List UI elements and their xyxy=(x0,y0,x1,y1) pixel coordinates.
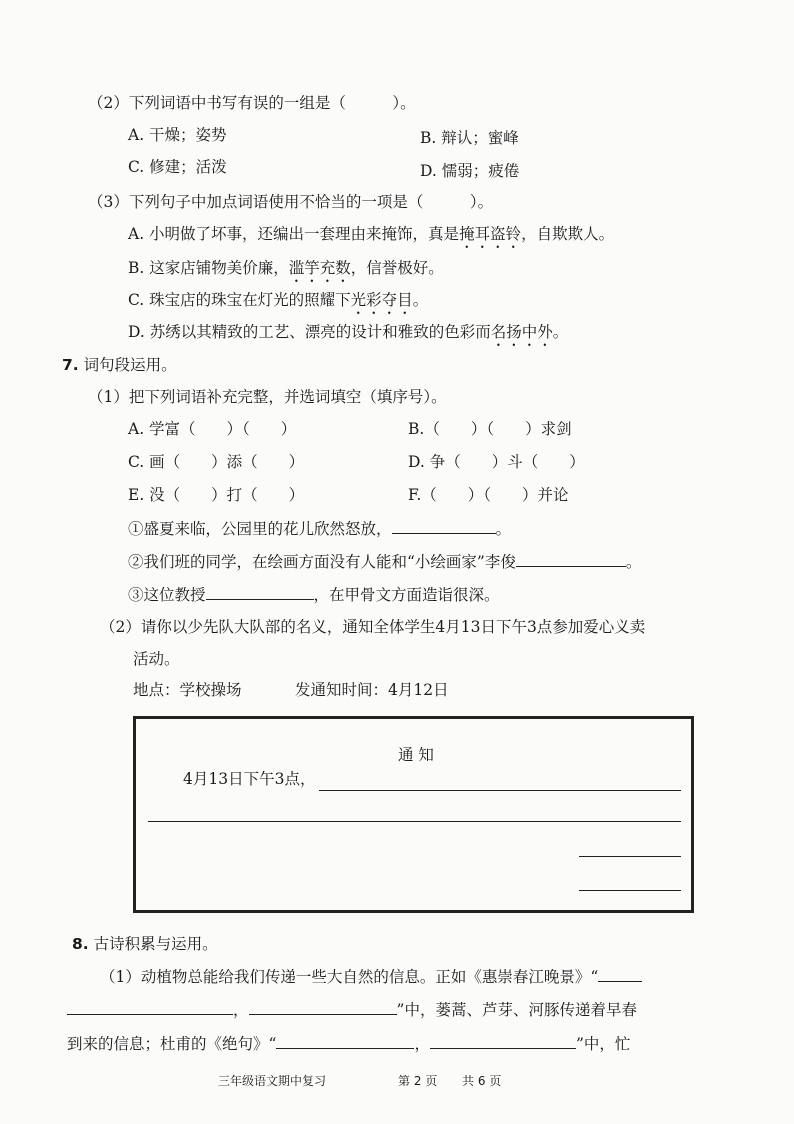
q6-part3-option-c: C. 珠宝店的珠宝在灯光的照耀下光彩夺目。 xyxy=(128,291,429,309)
notice-date-line[interactable] xyxy=(579,890,681,891)
word-e[interactable]: E. 没（ ）打（ ） xyxy=(128,486,305,504)
answer-blank[interactable] xyxy=(206,585,314,600)
dotted-word: 名扬中外 xyxy=(490,323,553,341)
word-c[interactable]: C. 画（ ）添（ ） xyxy=(128,453,305,471)
notice-signature-line[interactable] xyxy=(579,856,681,857)
notice-start: 4月13日下午3点， xyxy=(183,770,316,788)
q8-heading xyxy=(72,933,218,955)
word-d[interactable]: D. 争（ ）斗（ ） xyxy=(408,453,585,471)
q8-line2: ， ”中，蒌蒿、芦芽、河豚传递着早春 xyxy=(67,999,637,1021)
notice-write-line[interactable] xyxy=(319,790,681,791)
answer-blank[interactable] xyxy=(392,519,496,534)
dotted-word: 光彩夺目 xyxy=(350,291,413,309)
q7-part1-stem: （1）把下列词语补充完整，并选词填空（填序号）。 xyxy=(88,388,447,406)
word-b[interactable]: B.（ ）（ ）求剑 xyxy=(408,420,572,438)
q6-part2-stem: （2）下列词语中书写有误的一组是（ ）。 xyxy=(88,94,416,112)
word-f[interactable]: F.（ ）（ ）并论 xyxy=(408,486,569,504)
notice-box xyxy=(133,716,694,913)
q7-number: 7. xyxy=(62,356,79,374)
answer-blank[interactable] xyxy=(249,1000,397,1015)
answer-blank[interactable] xyxy=(598,967,642,982)
footer-title: 三年级语文期中复习 xyxy=(218,1074,327,1088)
answer-blank[interactable] xyxy=(430,1034,576,1049)
q7-heading xyxy=(62,354,177,376)
notice-write-line[interactable] xyxy=(148,821,681,822)
q8-line1: （1）动植物总能给我们传递一些大自然的信息。正如《惠崇春江晚景》“ xyxy=(100,966,642,988)
dotted-word: 掩耳盗铃 xyxy=(459,225,522,243)
q6-part3-stem: （3）下列句子中加点词语使用不恰当的一项是（ ）。 xyxy=(88,193,494,211)
q6-part3-option-b: B. 这家店铺物美价廉，滥竽充数，信誉极好。 xyxy=(128,259,444,277)
q8-line3: 到来的信息；杜甫的《绝句》“ ， ”中，忙 xyxy=(67,1035,631,1053)
answer-blank[interactable] xyxy=(516,552,626,567)
footer-page: 第 2 页 xyxy=(398,1074,438,1088)
q6-part2-option-c: C. 修建；活泼 xyxy=(128,158,227,176)
q6-part2-option-a: A. 干燥；姿势 xyxy=(128,126,227,144)
q8-number: 8. xyxy=(72,935,89,953)
q6-part3-option-d: D. 苏绣以其精致的工艺、漂亮的设计和雅致的色彩而名扬中外。 xyxy=(128,323,569,341)
sentence-1: ①盛夏来临，公园里的花儿欣然怒放， 。 xyxy=(128,520,512,538)
notice-title: 通 知 xyxy=(398,746,434,764)
sentence-3: ③这位教授 ，在甲骨文方面造诣很深。 xyxy=(128,586,500,604)
answer-blank[interactable] xyxy=(276,1034,414,1049)
q8-title: 古诗积累与运用。 xyxy=(93,935,218,953)
answer-blank[interactable] xyxy=(67,1000,233,1015)
notice-place: 地点：学校操场 xyxy=(133,681,242,699)
sentence-2: ②我们班的同学，在绘画方面没有人能和“小绘画家”李俊 。 xyxy=(128,553,642,571)
footer-total: 共 6 页 xyxy=(462,1074,502,1088)
word-a[interactable]: A. 学富（ ）（ ） xyxy=(128,420,297,438)
q6-part3-option-a: A. 小明做了坏事，还编出一套理由来掩饰，真是掩耳盗铃，自欺欺人。 xyxy=(128,225,615,243)
q6-part2-option-b: B. 辩认；蜜峰 xyxy=(420,129,519,147)
notice-send-time: 发通知时间：4月12日 xyxy=(295,681,449,699)
q7-part2-line2: 活动。 xyxy=(133,650,180,668)
q7-title: 词句段运用。 xyxy=(83,356,177,374)
q6-part2-option-d: D. 懦弱；疲倦 xyxy=(420,162,520,180)
dotted-word: 滥竽充数 xyxy=(288,259,351,277)
q7-part2-line1: （2）请你以少先队大队部的名义，通知全体学生4月13日下午3点参加爱心义卖 xyxy=(100,618,646,636)
